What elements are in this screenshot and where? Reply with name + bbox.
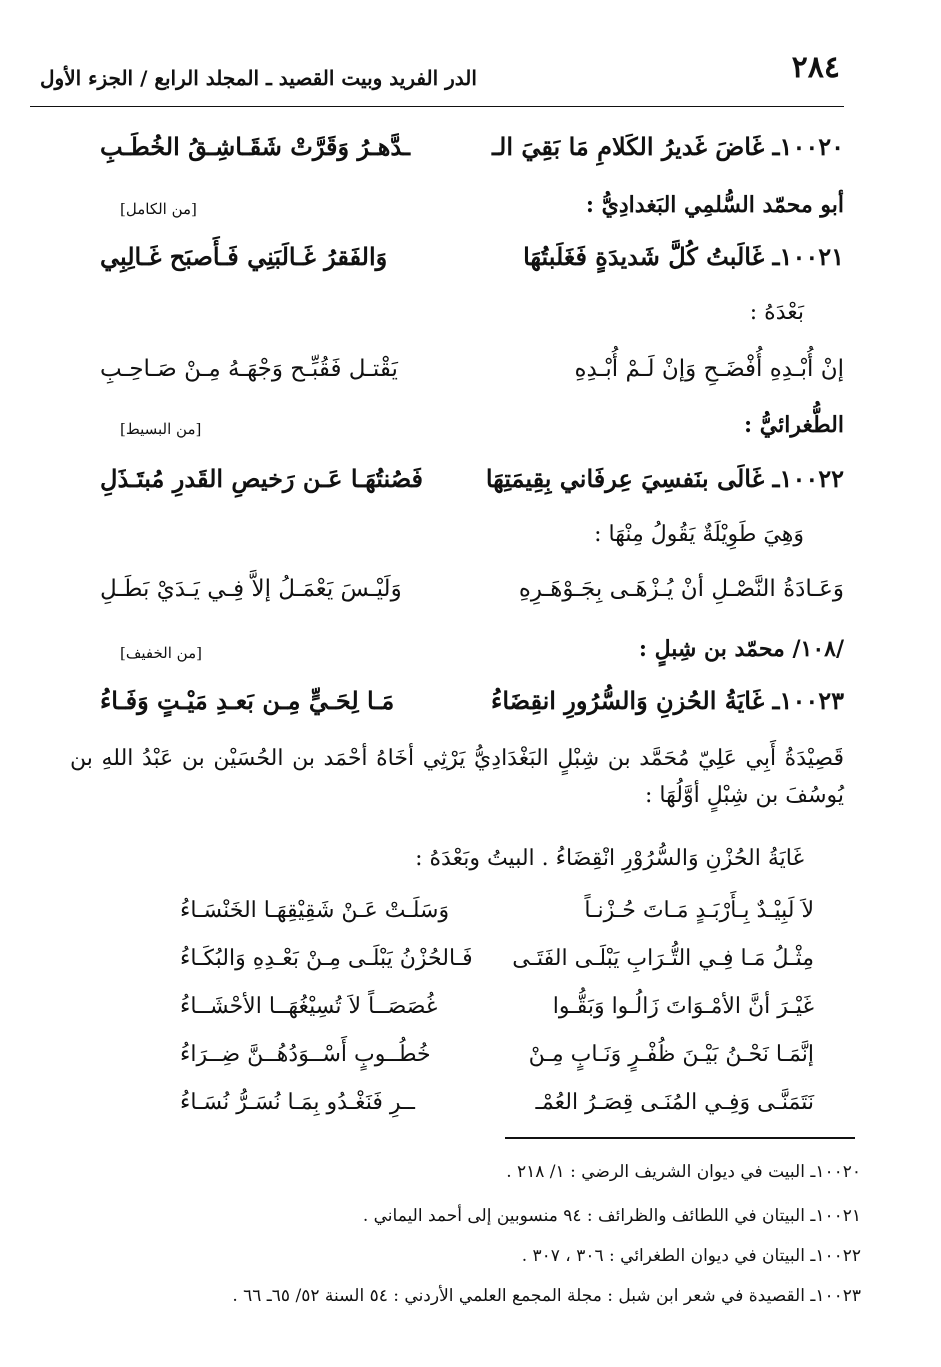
header-rule bbox=[30, 106, 844, 107]
extra-verse-2-second-hemistich: وَلَيْـسَ يَعْمَـلُ إلاَّ فِـي يَـدَيْ بَطَـلِ bbox=[100, 576, 402, 602]
poet-name: الطُّغرائيُّ : bbox=[744, 412, 844, 438]
note-qasida-intro bbox=[70, 846, 844, 880]
extra-verse-1-second-hemistich: يَقْتـل فَقُبِّـح وَجْهَـهُ مِـنْ صَـاحِـبِ bbox=[100, 356, 398, 382]
meter-label: [من الخفيف] bbox=[120, 644, 202, 662]
meter-label: [من البسيط] bbox=[120, 420, 202, 438]
qasida-second-hemistich: ــرِ فَنَغْـدُو بِمَـا نُسَـرُّ نُسَـاءُ bbox=[180, 1090, 415, 1115]
verse-10021-first-hemistich: ١٠٠٢١ـ غَالَبتُ كُلَّ شَديدَةٍ فَغَلَبتُهَا bbox=[523, 242, 844, 271]
footnote-separator bbox=[505, 1137, 855, 1139]
poet-heading-1 bbox=[70, 192, 844, 228]
verse-10021-second-hemistich: وَالفَقرُ غَـالَبَنِي فَـأَصبَح غَـالِبِي bbox=[100, 242, 388, 271]
meter-label: [من الكامل] bbox=[120, 200, 197, 218]
qasida-verse bbox=[70, 898, 844, 932]
verse-10023-second-hemistich: مَـا لِحَـيٍّ مِـن بَعـدِ مَيْـتٍ وَفَـاءُ bbox=[100, 686, 395, 715]
verse-10020-first-hemistich: ١٠٠٢٠ـ غَاضَ غَديرُ الكَلامِ مَا بَقِيَ الـ bbox=[492, 132, 844, 161]
qasida-first-hemistich: لاَ لَبِيْـدٌ بِـأَرْبَـدٍ مَـاتَ حُـزْنـاً bbox=[584, 898, 814, 923]
extra-verse-1 bbox=[70, 356, 844, 396]
poet-heading-2 bbox=[70, 412, 844, 448]
poet-heading-3 bbox=[70, 636, 844, 672]
qasida-first-hemistich: مِثْـلُ مَـا فِـي التُّـرَابِ يَبْلَـى الفَتَـى bbox=[512, 946, 814, 971]
verse-10023-first-hemistich: ١٠٠٢٣ـ غَايَةُ الحُزنِ وَالسُّرُورِ انقِضَاءُ bbox=[491, 686, 844, 715]
verse-10021 bbox=[70, 242, 844, 282]
qasida-verse bbox=[70, 1042, 844, 1076]
note-text: وَهِيَ طَوِيْلَةٌ يَقُولُ مِنْهَا : bbox=[594, 522, 804, 547]
qasida-first-hemistich: إنَّمَـا نَحْـنُ بَيْـنَ ظُفْـرٍ وَنَـابٍ مِـنْ bbox=[528, 1042, 814, 1067]
note-after-10022 bbox=[70, 522, 844, 556]
qasida-verse bbox=[70, 1090, 844, 1124]
note-text: غَايَةُ الحُزْنِ وَالسُّرُوْرِ انْقِضَاءُ . البيتُ وبَعْدَهُ : bbox=[415, 846, 804, 871]
poet-name: أبو محمّد السُّلمِي البَغدادِيُّ : bbox=[585, 192, 844, 218]
verse-10023 bbox=[70, 686, 844, 726]
footnote: ١٠٠٢٣ـ القصيدة في شعر ابن شبل : مجلة المجمع العلمي الأردني : ٥٤ السنة ٥٢/ ٦٥ـ ٦٦ . bbox=[232, 1286, 861, 1306]
prose-paragraph: قَصِيْدَةُ أَبِي عَلِيّ مُحَمَّد بن شِبْلٍ البَغْدَادِيُّ يَرْثِي أخَاهُ أحْمَد بن الحُسَيْن بن عَبْدُ اللهِ بن يُوسُفَ بن شِبْلٍ أوَّلُهَا : bbox=[70, 746, 844, 808]
note-after-10021 bbox=[70, 300, 844, 334]
qasida-first-hemistich: غَيْـرَ أنَّ الأمْـوَاتَ زَالُـوا وَبَقُّـوا bbox=[552, 994, 814, 1019]
footnote: ١٠٠٢١ـ البيتان في اللطائف والظرائف : ٩٤ منسوبين إلى أحمد اليماني . bbox=[362, 1206, 861, 1226]
verse-10020-second-hemistich: ـدَّهـرُ وَقَرَّتْ شَقَـاشِـقُ الخُطَـبِ bbox=[100, 132, 411, 161]
footnote: ١٠٠٢٢ـ البيتان في ديوان الطغرائي : ٣٠٦ ، ٣٠٧ . bbox=[521, 1246, 861, 1266]
footnote: ١٠٠٢٠ـ البيت في ديوان الشريف الرضي : ١/ ٢١٨ . bbox=[506, 1162, 861, 1182]
running-title: الدر الفريد وبيت القصيد ـ المجلد الرابع / الجزء الأول bbox=[40, 66, 477, 90]
extra-verse-2 bbox=[70, 576, 844, 616]
qasida-verse bbox=[70, 994, 844, 1028]
page-header bbox=[40, 48, 840, 106]
qasida-verse bbox=[70, 946, 844, 980]
qasida-second-hemistich: غُصَصَــاً لاَ تُسِيْغُهَــا الأحْشَــاءُ bbox=[180, 994, 438, 1019]
qasida-first-hemistich: نَتَمَنَّـى وَفِـي المُنَـى قِصَـرُ العُمْـ bbox=[535, 1090, 814, 1115]
qasida-second-hemistich: فَـالحُزْنُ يَبْلَـى مِـنْ بَعْـدِهِ وَالبُكَـاءُ bbox=[180, 946, 473, 971]
qasida-second-hemistich: وَسَلَـتْ عَـنْ شَقِيْقِهَـا الخَنْسَـاءُ bbox=[180, 898, 450, 923]
verse-10022-first-hemistich: ١٠٠٢٢ـ غَالَى بنَفسِيَ عِرفَاني بِقِيمَتِهَا bbox=[485, 464, 844, 493]
page-number: ٢٨٤ bbox=[791, 50, 840, 85]
qasida-second-hemistich: خُطُــوبٍ أَسْــوَدُهُــنَّ ضِــرَاءُ bbox=[180, 1042, 431, 1067]
poet-name: /١٠٨/ محمّد بن شِبلٍ : bbox=[638, 636, 844, 662]
extra-verse-1-first-hemistich: إنْ أُبْـدِهِ أُفْضَـحِ وَإنْ لَـمْ أُبْـدِهِ bbox=[574, 356, 844, 382]
extra-verse-2-first-hemistich: وَعَـادَةُ النَّصْـلِ أنْ يُـزْهَـى بِجَـوْهَـرِهِ bbox=[518, 576, 844, 602]
verse-10022 bbox=[70, 464, 844, 504]
verse-10020 bbox=[70, 132, 844, 172]
verse-10022-second-hemistich: فَصُنتُهَـا عَـن رَخيصِ القَدرِ مُبتَـذَلِ bbox=[100, 464, 424, 493]
note-text: بَعْدَهُ : bbox=[749, 300, 804, 325]
